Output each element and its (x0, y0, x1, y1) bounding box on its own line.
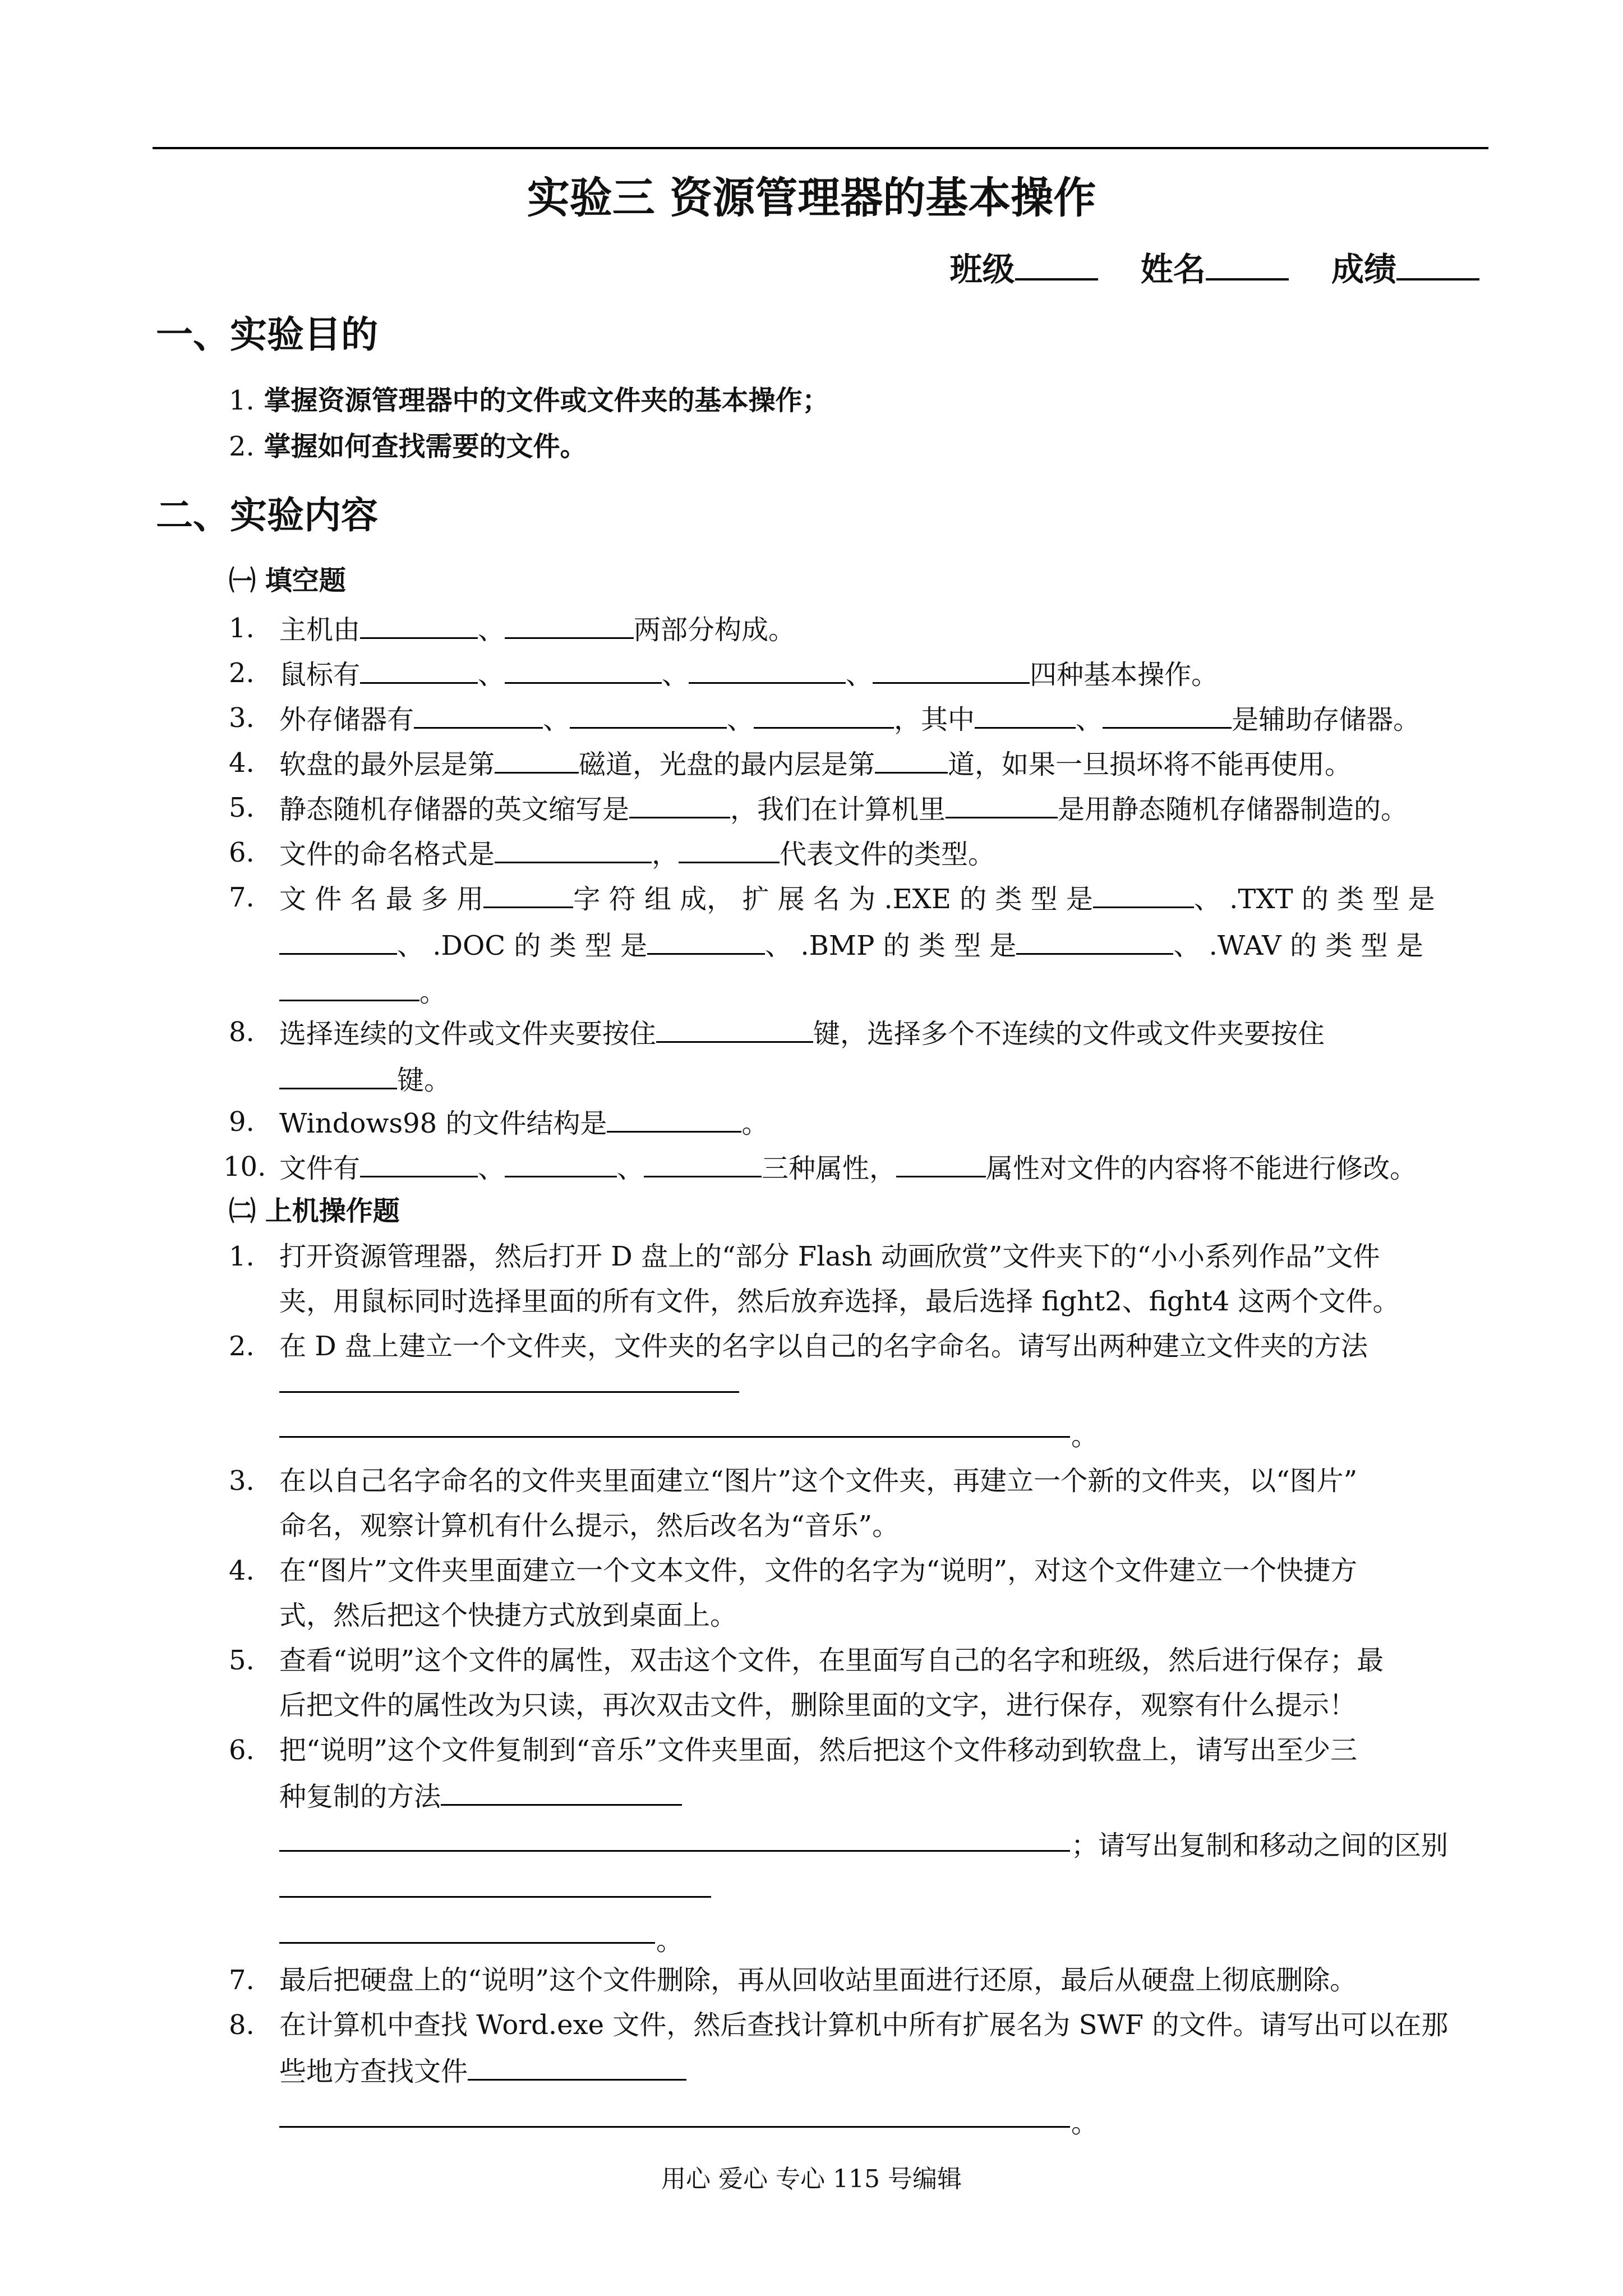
item-text: 、 .TXT 的 类 型 是 (1193, 884, 1435, 915)
item-number: 1. (229, 1241, 255, 1272)
answer-blank[interactable] (896, 1144, 986, 1177)
item-text: 选择连续的文件或文件夹要按住 (279, 1018, 657, 1050)
answer-blank[interactable] (875, 740, 948, 774)
item-text: Windows98 的文件结构是 (279, 1108, 607, 1139)
section-heading-goals: 一、实验目的 (156, 313, 378, 356)
item-text: 在“图片”文件夹里面建立一个文本文件，文件的名字为“说明”，对这个文件建立一个快捷方 (279, 1555, 1358, 1586)
answer-blank[interactable] (505, 1144, 617, 1177)
item-number: 3. (229, 1465, 255, 1497)
section-heading-content: 二、实验内容 (156, 494, 378, 537)
item-text: 在以自己名字命名的文件夹里面建立“图片”这个文件夹，再建立一个新的文件夹，以“图片” (279, 1465, 1358, 1497)
item-text: 、 (617, 1153, 644, 1184)
answer-blank[interactable] (441, 1773, 682, 1806)
item-text: 在计算机中查找 Word.exe 文件，然后查找计算机中所有扩展名为 SWF 的文件。请写出可以在那 (279, 2009, 1449, 2041)
item-text: 后把文件的属性改为只读，再次双击文件，删除里面的文字，进行保存，观察有什么提示！ (279, 1690, 1357, 1721)
item-text: 在 D 盘上建立一个文件夹，文件夹的名字以自己的名字命名。请写出两种建立文件夹的方法 (279, 1331, 1368, 1362)
page-title: 实验三 资源管理器的基本操作 (527, 173, 1096, 223)
item-text: 、 (1076, 704, 1103, 735)
line-end-mark (1071, 2101, 1105, 2146)
item-text: 、 .DOC 的 类 型 是 (397, 930, 648, 961)
item-number: 2. (229, 1331, 255, 1362)
item-number: 8. (229, 2009, 255, 2041)
class-blank (1015, 251, 1098, 280)
goal-item (229, 425, 587, 468)
answer-blank[interactable] (975, 696, 1076, 729)
copy-move-prompt (1071, 1823, 1497, 1868)
page-footer: 用心 爱心 专心 115 号编辑 (661, 2165, 962, 2193)
answer-blank[interactable] (679, 830, 780, 863)
item-text: 式，然后把这个快捷方式放到桌面上。 (279, 1600, 737, 1631)
item-number: 3. (229, 702, 255, 734)
item-number: 4. (229, 747, 255, 779)
item-text: 、 .BMP 的 类 型 是 (765, 930, 1017, 961)
answer-blank[interactable] (360, 606, 478, 639)
class-label: 班级 (949, 250, 1015, 288)
item-text: 、 (478, 659, 505, 691)
item-text: 三种属性， (762, 1153, 897, 1184)
item-text: 、 (846, 659, 873, 691)
item-number: 6. (229, 1734, 255, 1766)
item-text: 键。 (397, 1065, 451, 1096)
answer-blank[interactable] (873, 651, 1030, 684)
answer-line[interactable] (279, 1850, 1070, 1852)
answer-blank[interactable] (279, 922, 397, 955)
answer-blank[interactable] (279, 1056, 397, 1089)
goal-number: 2. (229, 431, 255, 462)
answer-line[interactable] (279, 1896, 711, 1898)
item-text: 。 (1071, 1420, 1099, 1452)
item-text: 。 (419, 977, 447, 1008)
item-text: ，我们在计算机里 (730, 794, 946, 825)
item-number: 6. (229, 837, 255, 868)
item-text: 夹，用鼠标同时选择里面的所有文件，然后放弃选择，最后选择 fight2、fight4 这两个文件。 (279, 1286, 1400, 1317)
item-text: 。 (1071, 2108, 1099, 2139)
answer-blank[interactable] (1093, 875, 1194, 908)
answer-blank[interactable] (647, 922, 765, 955)
score-label: 成绩 (1331, 250, 1396, 288)
item-text: 些地方查找文件 (279, 2056, 468, 2087)
item-text: 静态随机存储器的英文缩写是 (279, 794, 630, 825)
score-blank (1396, 251, 1479, 280)
item-text: 道，如果一旦损坏将不能再使用。 (948, 749, 1352, 780)
answer-line[interactable] (279, 1436, 1070, 1438)
item-number: 10. (223, 1151, 266, 1182)
item-number: 5. (229, 792, 255, 823)
item-text: 。 (741, 1108, 769, 1139)
item-text: 两部分构成。 (634, 614, 796, 646)
goal-text: 掌握如何查找需要的文件。 (264, 431, 587, 462)
answer-blank[interactable] (644, 1144, 762, 1177)
item-number: 2. (229, 657, 255, 689)
item-text: 种复制的方法 (279, 1781, 441, 1812)
subsection-ops-heading: ㈡ 上机操作题 (229, 1195, 400, 1227)
item-text: ，其中 (894, 704, 975, 735)
item-text: 把“说明”这个文件复制到“音乐”文件夹里面，然后把这个文件移动到软盘上，请写出至少三 (279, 1734, 1358, 1766)
answer-blank[interactable] (483, 875, 573, 908)
answer-blank[interactable] (468, 2047, 686, 2081)
goal-item (229, 379, 829, 422)
item-number: 4. (229, 1555, 255, 1586)
item-text: 文件有 (279, 1153, 361, 1184)
item-text: 键，选择多个不连续的文件或文件夹要按住 (813, 1018, 1325, 1050)
subsection-fill-heading: ㈠ 填空题 (229, 565, 346, 596)
name-label: 姓名 (1140, 250, 1206, 288)
item-text: 、 .WAV 的 类 型 是 (1173, 930, 1423, 961)
item-text: 命名，观察计算机有什么提示，然后改名为“音乐”。 (279, 1510, 900, 1542)
answer-blank[interactable] (505, 651, 662, 684)
item-number: 1. (229, 613, 255, 644)
item-text: 四种基本操作。 (1030, 659, 1219, 691)
answer-blank[interactable] (495, 830, 652, 863)
item-text: 属性对文件的内容将不能进行修改。 (986, 1153, 1417, 1184)
answer-line[interactable] (279, 1391, 739, 1393)
fill-item (229, 1010, 1488, 1099)
answer-blank[interactable] (946, 785, 1058, 818)
item-number: 9. (229, 1106, 255, 1138)
answer-blank[interactable] (656, 1010, 813, 1043)
answer-blank[interactable] (570, 696, 727, 729)
goal-text: 掌握资源管理器中的文件或文件夹的基本操作； (264, 385, 829, 416)
item-text: 文 件 名 最 多 用 (279, 884, 484, 915)
item-text: 鼠标有 (279, 659, 361, 691)
item-number: 7. (229, 1964, 255, 1996)
answer-blank[interactable] (360, 651, 478, 684)
item-text: ；请写出复制和移动之间的区别 (1071, 1830, 1449, 1861)
answer-blank[interactable] (607, 1099, 741, 1133)
item-text: 代表文件的类型。 (780, 839, 995, 870)
answer-blank[interactable] (629, 785, 730, 818)
answer-blank[interactable] (505, 606, 634, 639)
student-info (950, 247, 1479, 292)
item-text: ， (652, 839, 679, 870)
answer-blank[interactable] (1103, 696, 1232, 729)
answer-line[interactable] (279, 2126, 1070, 2128)
item-text: 磁道，光盘的最内层是第 (579, 749, 875, 780)
line-end-mark (1071, 1414, 1105, 1458)
goal-number: 1. (229, 385, 255, 416)
item-number: 7. (229, 882, 255, 913)
item-text: 软盘的最外层是第 (279, 749, 495, 780)
answer-blank[interactable] (754, 696, 894, 729)
answer-blank[interactable] (1016, 922, 1173, 955)
fill-item (229, 875, 1488, 1010)
answer-blank[interactable] (689, 651, 846, 684)
answer-blank[interactable] (495, 740, 579, 774)
name-blank (1206, 251, 1289, 280)
item-text: 、 (662, 659, 689, 691)
item-text: 字 符 组 成， 扩 展 名 为 .EXE 的 类 型 是 (573, 884, 1093, 915)
item-text: 、 (727, 704, 754, 735)
item-text: 、 (478, 1153, 505, 1184)
item-text: 是辅助存储器。 (1232, 704, 1421, 735)
item-number: 8. (229, 1016, 255, 1048)
item-text: 最后把硬盘上的“说明”这个文件删除，再从回收站里面进行还原，最后从硬盘上彻底删除。 (279, 1964, 1357, 1996)
answer-blank[interactable] (414, 696, 543, 729)
item-text: 。 (656, 1925, 684, 1957)
item-text: 、 (478, 614, 505, 646)
header-rule (153, 147, 1488, 149)
item-text: 查看“说明”这个文件的属性，双击这个文件，在里面写自己的名字和班级，然后进行保存；最 (279, 1645, 1384, 1676)
item-text: 打开资源管理器，然后打开 D 盘上的“部分 Flash 动画欣赏”文件夹下的“小小系列作品”文件 (279, 1241, 1380, 1272)
answer-blank[interactable] (360, 1144, 478, 1177)
item-text: 外存储器有 (279, 704, 414, 735)
answer-blank[interactable] (279, 968, 419, 1001)
item-text: 主机由 (279, 614, 361, 646)
line-end-mark (656, 1918, 690, 1963)
item-number: 5. (229, 1645, 255, 1676)
item-text: 文件的命名格式是 (279, 839, 495, 870)
item-text: 是用静态随机存储器制造的。 (1058, 794, 1408, 825)
answer-line[interactable] (279, 1942, 655, 1944)
item-text: 、 (543, 704, 570, 735)
